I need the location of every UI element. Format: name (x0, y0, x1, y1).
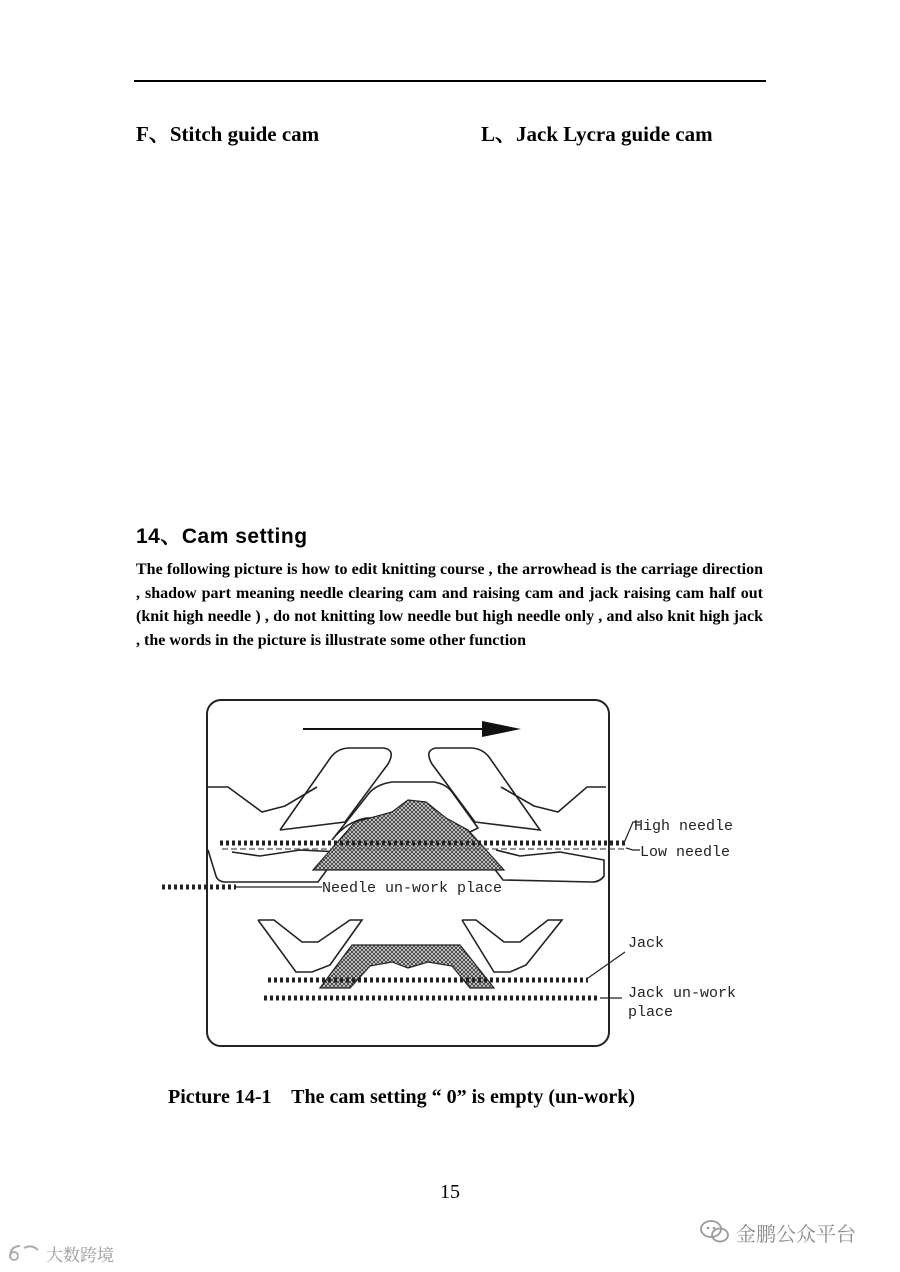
header-rule (134, 80, 766, 82)
stitch-guide-cam-title: F、Stitch guide cam (136, 122, 320, 146)
carriage-direction-arrow-icon (303, 721, 521, 737)
jack-leader (588, 952, 625, 978)
jack-label: Jack (628, 935, 665, 952)
wechat-icon (700, 1219, 730, 1245)
low-needle-label: Low needle (640, 844, 731, 861)
diagram-frame (207, 700, 609, 1046)
jack-unwork-label-line2: place (628, 1004, 674, 1021)
figure-caption: Picture 14-1 The cam setting “ 0” is empty (un-work) (168, 1086, 635, 1108)
jack-lycra-guide-cam-title: L、Jack Lycra guide cam (481, 122, 713, 146)
watermark-left-text: 大数跨境 (46, 1245, 114, 1266)
jack-cam-outlines (258, 920, 562, 972)
high-needle-leader (624, 822, 640, 843)
jack-unwork-label-line1: Jack un-work (628, 985, 737, 1002)
section-paragraph: The following picture is how to edit knitting course , the arrowhead is the carriage direction , shadow part meaning needle clearing cam and raising cam and jack raising cam half out (knit high needle ) , do not knitting low needle but high needle only , and also knit high jack , the words in the picture is illustrate some other function (136, 561, 763, 649)
brand-logo-icon (6, 1242, 42, 1264)
section-heading: 14、Cam setting (136, 525, 308, 548)
needle-unwork-label: Needle un-work place (322, 880, 503, 897)
needle-clearing-cam-shaded (313, 800, 504, 870)
page-number: 15 (440, 1181, 460, 1203)
high-needle-label: High needle (634, 818, 734, 835)
watermark-right (700, 1216, 856, 1248)
watermark-right-text: 金鹏公众平台 (736, 1221, 856, 1246)
jack-raising-cam-shaded (320, 945, 494, 988)
needle-cam-outlines (208, 748, 606, 882)
low-needle-leader (626, 848, 640, 850)
watermark-left (6, 1240, 114, 1266)
